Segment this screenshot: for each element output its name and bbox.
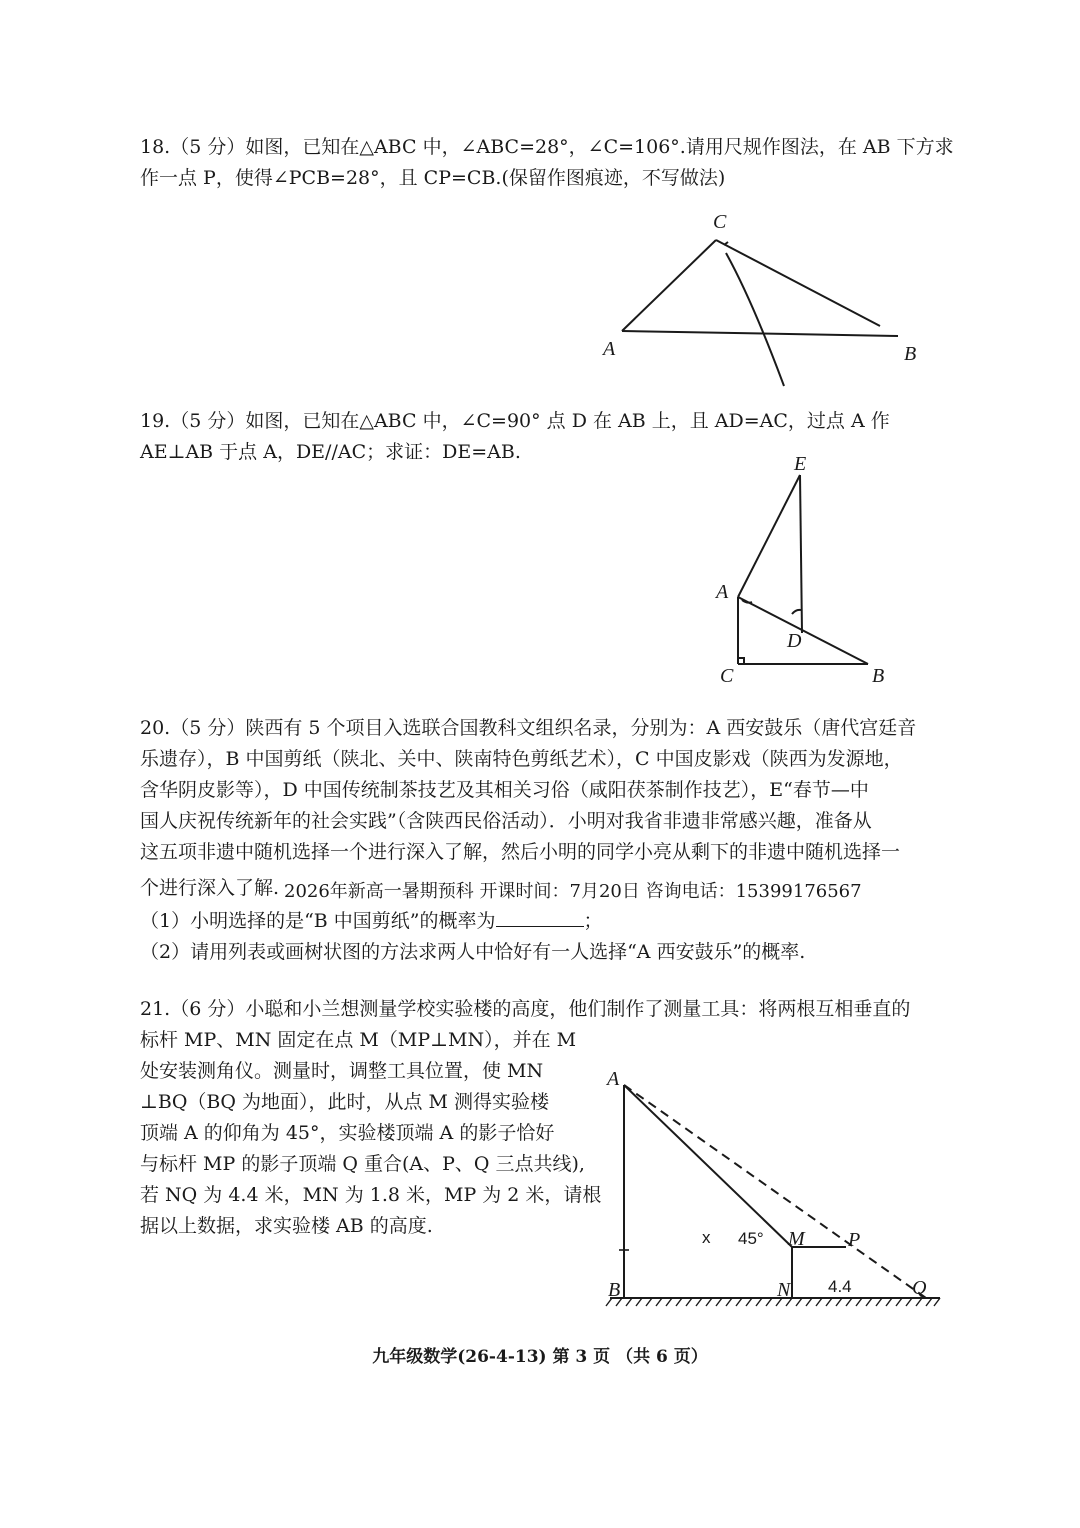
q21-label-a: A: [607, 1068, 620, 1090]
q21-length-nq: 4.4: [828, 1277, 852, 1296]
q20-sub-1-suffix: ；: [583, 910, 603, 932]
q20-line-3: 含华阴皮影等），D 中国传统制茶技艺及其相关习俗（咸阳茯茶制作技艺），E“春节—中: [140, 779, 869, 801]
q21-text-1: 标杆 MP、MN 固定在点 M（MP⊥MN），并在 M: [140, 1029, 577, 1051]
q18-line-2: 作一点 P，使得∠PCB=28°，且 CP=CB.(保留作图痕迹，不写做法): [140, 167, 726, 189]
q21-text-2: 处安装测角仪。测量时，调整工具位置，使 MN: [140, 1060, 544, 1082]
q21-angle-45: 45°: [738, 1229, 764, 1248]
q19-line-2: AE⊥AB 于点 A，DE//AC；求证：DE=AB.: [140, 441, 521, 463]
q18-label-a: A: [603, 338, 616, 360]
q21-shadow-line-aq: [624, 1085, 926, 1298]
q20-line-1: 20.（5 分）陕西有 5 个项目入选联合国教科文组织名录，分别为：A 西安鼓乐（唐代宫廷音: [140, 717, 917, 739]
q19-label-a: A: [716, 581, 729, 603]
q19-label-d: D: [787, 630, 802, 652]
q20-sub-2: （2）请用列表或画树状图的方法求两人中恰好有一人选择“A 西安鼓乐”的概率.: [140, 941, 806, 963]
q20-line-5: 这五项非遗中随机选择一个进行深入了解，然后小明的同学小亮从剩下的非遗中随机选择一: [140, 841, 901, 863]
q21-ground-hatching: [606, 1298, 940, 1306]
q18-label-b: B: [904, 343, 917, 365]
q20-sub-1-text: （1）小明选择的是“B 中国剪纸”的概率为: [140, 910, 496, 932]
q19-label-b: B: [872, 665, 885, 687]
q21-label-n: N: [777, 1279, 791, 1301]
q18-line-1: 18.（5 分）如图，已知在△ABC 中，∠ABC=28°，∠C=106°.请用尺规作图法，在 AB 下方求: [140, 136, 954, 158]
q21-x-mark: x: [702, 1228, 711, 1247]
q21-text-4: 顶端 A 的仰角为 45°，实验楼顶端 A 的影子恰好: [140, 1122, 555, 1144]
q18-label-c: C: [713, 211, 727, 233]
q20-line-2: 乐遗存），B 中国剪纸（陕北、关中、陕南特色剪纸艺术），C 中国皮影戏（陕西为发源地，: [140, 748, 903, 770]
notice-banner: 2026年新高一暑期预科 开课时间：7月20日 咨询电话：15399176567: [284, 881, 862, 902]
q20-line-6: 个进行深入了解.: [140, 877, 280, 899]
q21-line-1: 21.（6 分）小聪和小兰想测量学校实验楼的高度，他们制作了测量工具：将两根互相垂直的: [140, 998, 911, 1020]
q21-text-7: 据以上数据，求实验楼 AB 的高度.: [140, 1215, 433, 1237]
q19-label-c: C: [720, 665, 734, 687]
q21-sightline-am: [624, 1085, 792, 1247]
q20-line-4: 国人庆祝传统新年的社会实践”（含陕西民俗活动）．小明对我省非遗非常感兴趣，准备从: [140, 810, 872, 832]
q21-text-5: 与标杆 MP 的影子顶端 Q 重合(A、P、Q 三点共线),: [140, 1153, 585, 1175]
q21-label-m: M: [788, 1228, 805, 1250]
q21-label-q: Q: [912, 1277, 927, 1299]
q19-label-e: E: [794, 453, 807, 475]
q21-label-b: B: [608, 1279, 621, 1301]
q21-text-3: ⊥BQ（BQ 为地面），此时，从点 M 测得实验楼: [140, 1091, 550, 1113]
q21-label-p: P: [848, 1229, 861, 1251]
q19-line-1: 19.（5 分）如图，已知在△ABC 中，∠C=90° 点 D 在 AB 上，且 AD=AC，过点 A 作: [140, 410, 890, 432]
q21-text-6: 若 NQ 为 4.4 米，MN 为 1.8 米，MP 为 2 米，请根: [140, 1184, 602, 1206]
page-footer: 九年级数学(26-4-13) 第 3 页 （共 6 页）: [372, 1347, 708, 1367]
